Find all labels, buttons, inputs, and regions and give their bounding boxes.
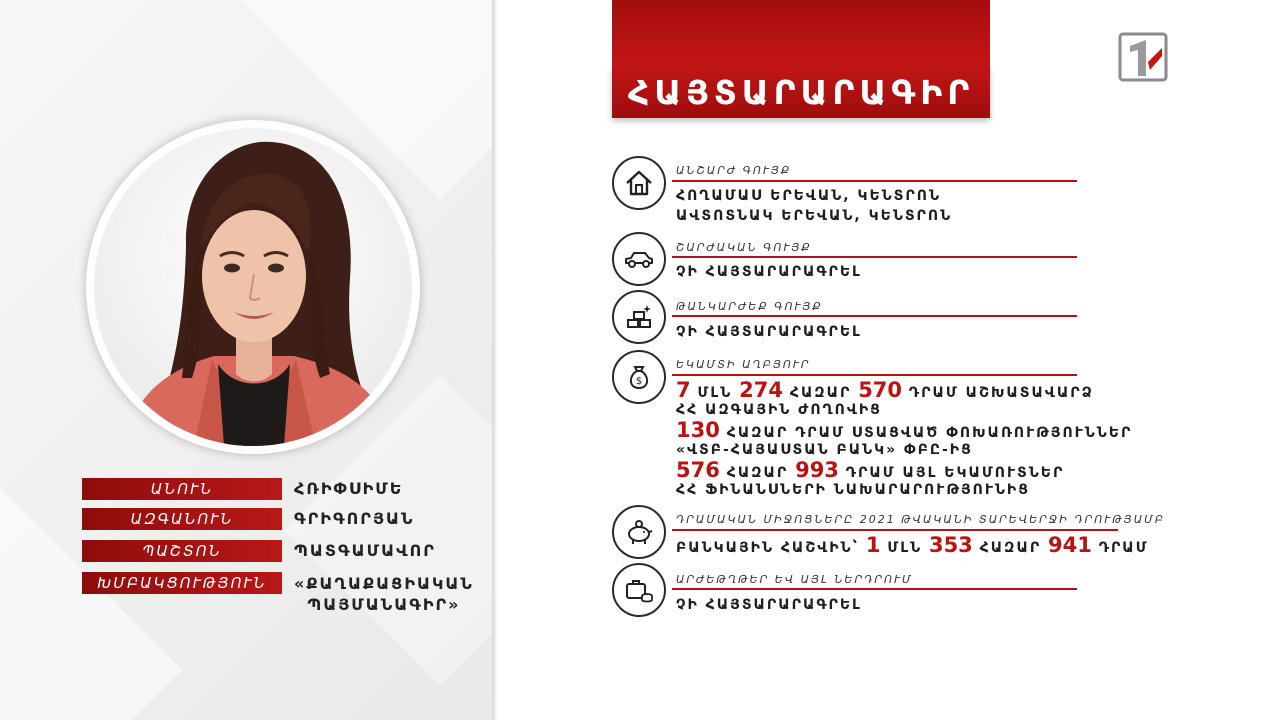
other-text: ՀԱԶԱՐ <box>726 465 789 481</box>
section-rule <box>672 315 1077 317</box>
house-icon <box>612 156 666 210</box>
position-label: ՊԱՇՏՈՆ <box>82 540 282 562</box>
cash-line <box>676 533 1149 557</box>
money-bag-icon <box>612 350 666 404</box>
section-rule <box>672 180 1077 182</box>
title-banner <box>612 68 990 118</box>
piggy-bank-icon <box>612 505 666 559</box>
valuables-line: ՉԻ ՀԱՅՏԱՐԱՐԱԳՐԵԼ <box>676 324 862 340</box>
other-text: ԴՐԱՄ ԱՅԼ ԵԿԱՄՈՒՏՆԵՐ <box>845 465 1065 481</box>
section-rule <box>672 374 1077 376</box>
briefcase-coins-icon <box>612 563 666 617</box>
salary-thousands: 274 <box>739 378 783 402</box>
movable-line: ՉԻ ՀԱՅՏԱՐԱՐԱԳՐԵԼ <box>676 264 862 280</box>
cash-units: 941 <box>1048 533 1092 557</box>
section-rule <box>672 588 1077 590</box>
faction-value: «ՔԱՂԱՔԱՑԻԱԿԱՆ ՊԱՅՄԱՆԱԳԻՐ» <box>294 574 474 614</box>
cash-text: ՀԱԶԱՐ <box>979 540 1042 556</box>
last-name-label: ԱԶԳԱՆՈՒՆ <box>82 508 282 530</box>
position-value: ՊԱՏԳԱՄԱՎՈՐ <box>294 541 436 560</box>
page-title: ՀԱՅՏԱՐԱՐԱԳԻՐ <box>627 73 975 112</box>
channel-one-logo <box>1118 32 1168 82</box>
other-source: ՀՀ ՖԻՆԱՆՍՆԵՐԻ ՆԱԽԱՐԱՐՈՒԹՅՈՒՆԻՑ <box>676 482 1031 498</box>
securities-heading: ԱՐԺԵԹՂԹԵՐ ԵՎ ԱՅԼ ՆԵՐԴՐՈՒՄ <box>676 573 913 586</box>
section-rule <box>672 256 1077 258</box>
valuables-heading: ԹԱՆԿԱՐԺԵՔ ԳՈՒՅՔ <box>676 300 823 313</box>
gold-bars-icon <box>612 290 666 344</box>
cash-text: ԴՐԱՄ <box>1098 540 1149 556</box>
faction-label: ԽՄԲԱԿՑՈՒԹՅՈՒՆ <box>82 572 282 594</box>
first-name-value: ՀՌԻՓՍԻՄԵ <box>294 479 404 498</box>
salary-text: ՀԱԶԱՐ <box>789 385 852 401</box>
salary-millions: 7 <box>676 378 691 402</box>
interest-source: «ՎՏԲ-ՀԱՅԱՍՏԱՆ ԲԱՆԿ» ՓԲԸ-ԻՑ <box>676 442 973 458</box>
cash-text: ՄԼՆ <box>887 540 923 556</box>
income-interest-line <box>676 418 1133 442</box>
svg-text:$: $ <box>635 376 643 387</box>
car-icon <box>612 232 666 286</box>
cash-millions: 1 <box>865 533 881 557</box>
other-units: 993 <box>795 458 839 482</box>
cash-text: ԲԱՆԿԱՅԻՆ ՀԱՇՎԻՆ՝ <box>676 540 859 556</box>
salary-text: ԴՐԱՄ ԱՇԽԱՏԱՎԱՐՁ <box>908 385 1094 401</box>
cash-thousands: 353 <box>928 533 973 557</box>
last-name-value: ԳՐԻԳՈՐՅԱՆ <box>294 509 415 528</box>
interest-text: ՀԱԶԱՐ ԴՐԱՄ ՍՏԱՑՎԱԾ ՓՈԽԱՌՈՒԹՅՈՒՆՆԵՐ <box>726 425 1133 441</box>
real-estate-heading: ԱՆՇԱՐԺ ԳՈՒՅՔ <box>676 164 792 177</box>
salary-text: ՄԼՆ <box>697 385 733 401</box>
movable-heading: ՇԱՐԺԱԿԱՆ ԳՈՒՅՔ <box>676 241 812 254</box>
securities-line: ՉԻ ՀԱՅՏԱՐԱՐԱԳՐԵԼ <box>676 597 862 613</box>
title-banner-top <box>612 0 990 68</box>
cash-heading: ԴՐԱՄԱԿԱՆ ՄԻՋՈՑՆԵՐԸ 2021 ԹՎԱԿԱՆԻ ՏԱՐԵՎԵՐՋԻ ԴՐՈՒԹՅԱՄԲ <box>676 513 1165 526</box>
income-heading: ԵԿԱՄՏԻ ԱՂԲՅՈՒՐ <box>676 358 811 371</box>
section-rule <box>672 529 1118 531</box>
income-salary-line <box>676 378 1094 402</box>
income-other-line <box>676 458 1065 482</box>
other-thousands: 576 <box>676 458 720 482</box>
real-estate-line: ՀՈՂԱՄԱՍ ԵՐԵՎԱՆ, ԿԵՆՏՐՈՆ <box>676 188 941 204</box>
interest-amount: 130 <box>676 418 720 442</box>
first-name-label: ԱՆՈՒՆ <box>82 478 282 500</box>
salary-source: ՀՀ ԱԶԳԱՅԻՆ ԺՈՂՈՎԻՑ <box>676 402 882 418</box>
real-estate-line: ԱՎՏՈՏՆԱԿ ԵՐԵՎԱՆ, ԿԵՆՏՐՈՆ <box>676 208 953 224</box>
salary-units: 570 <box>858 378 903 402</box>
portrait-photo <box>94 128 412 446</box>
